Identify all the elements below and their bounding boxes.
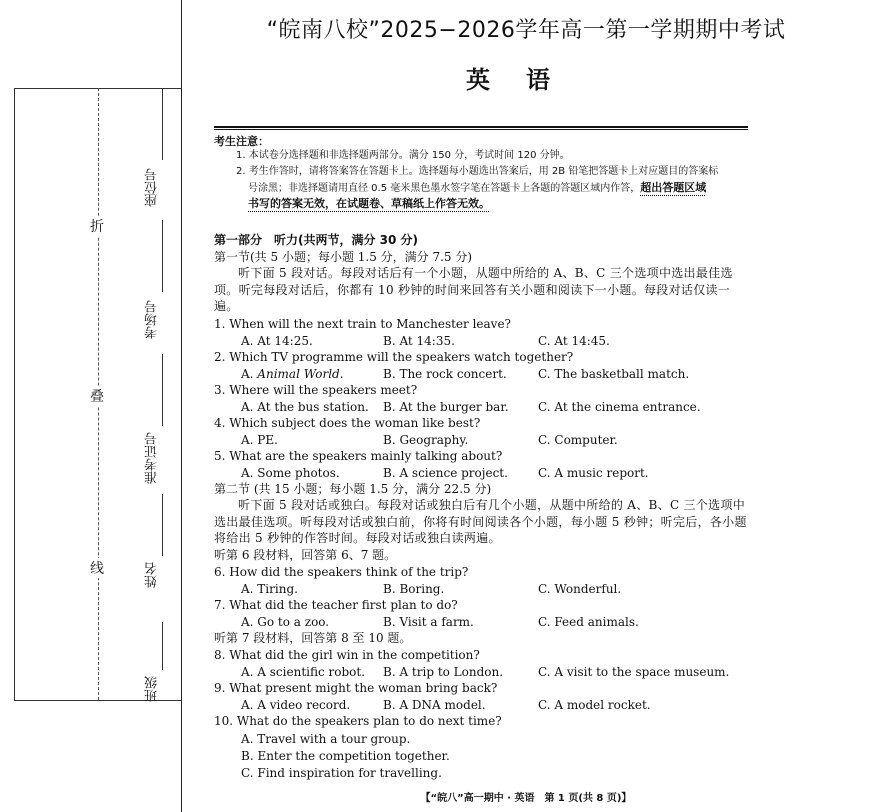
question-4-option-a: A. PE. [241, 433, 278, 447]
question-7: 7. What did the teacher first plan to do? [214, 598, 458, 612]
question-7-option-c: C. Feed animals. [538, 615, 639, 629]
question-5-option-b: B. A science project. [383, 466, 508, 480]
material-6-heading: 听第 6 段材料，回答第 6、7 题。 [214, 548, 397, 562]
fold-mark-3: 线 [90, 558, 104, 578]
field-exam-room-line [162, 220, 163, 292]
question-2-option-b: B. The rock concert. [383, 367, 507, 381]
exam-title: “皖南八校”2025−2026学年高一第一学期期中考试 [266, 18, 786, 43]
question-8-option-a: A. A scientific robot. [241, 665, 366, 679]
question-10: 10. What do the speakers plan to do next time? [214, 714, 502, 728]
fold-mark-1: 折 [90, 216, 104, 236]
question-5-option-a: A. Some photos. [241, 466, 340, 480]
field-name-line [162, 494, 163, 556]
question-1-option-c: C. At 14:45. [538, 334, 610, 348]
question-6-option-b: B. Boring. [383, 582, 445, 596]
field-name: 姓名 [145, 562, 160, 588]
notice-item-2a: 2. 考生作答时，请将答案答在答题卡上。选择题每小题选出答案后，用 2B 铅笔把答题卡上对应题目的答案标 [236, 166, 719, 177]
question-2-option-a-title: Animal World [257, 367, 340, 381]
question-3-option-c: C. At the cinema entrance. [538, 400, 701, 414]
question-1-option-b: B. At 14:35. [383, 334, 455, 348]
margin-left-rule [14, 88, 15, 700]
subject-title: 英语 [466, 66, 586, 94]
question-4-option-b: B. Geography. [383, 433, 469, 447]
binding-margin-line [181, 0, 182, 812]
question-3-option-a: A. At the bus station. [241, 400, 369, 414]
question-1: 1. When will the next train to Manchester leave? [214, 317, 511, 331]
question-8-option-c: C. A visit to the space museum. [538, 665, 730, 679]
question-6-option-a: A. Tiring. [241, 582, 298, 596]
field-seat-number-line [162, 88, 163, 160]
question-8-option-b: B. A trip to London. [383, 665, 504, 679]
section1-instructions: 听下面 5 段对话。每段对话后有一个小题，从题中所给的 A、B、C 三个选项中选出最佳选项。听完每段对话后，你都有 10 秒钟的时间来回答有关小题和阅读下一小题。每段对话仅读一遍。 [214, 266, 733, 313]
field-exam-room: 考场号 [145, 300, 160, 339]
notice-item-2c [248, 196, 748, 213]
question-6: 6. How did the speakers think of the trip? [214, 565, 469, 579]
field-class-line [162, 622, 163, 670]
question-2-option-a [241, 366, 344, 382]
section2-title: 第二节 (共 15 小题；每小题 1.5 分，满分 22.5 分) [214, 482, 492, 496]
question-9-option-b: B. A DNA model. [383, 698, 486, 712]
field-admission-number: 准考证号 [145, 432, 160, 484]
question-4-option-c: C. Computer. [538, 433, 618, 447]
notice-item-2b-text: 号涂黑；非选择题请用直径 0.5 毫米黑色墨水签字笔在答题卡上各题的答题区域内作答， [248, 183, 641, 194]
notice-heading: 考生注意： [214, 135, 269, 148]
material-7-heading: 听第 7 段材料，回答第 8 至 10 题。 [214, 631, 412, 645]
question-10-option-a: A. Travel with a tour group. [241, 732, 411, 746]
question-8: 8. What did the girl win in the competition? [214, 648, 480, 662]
field-admission-number-line [162, 354, 163, 426]
question-5: 5. What are the speakers mainly talking about? [214, 449, 503, 463]
question-9-option-c: C. A model rocket. [538, 698, 651, 712]
question-7-option-a: A. Go to a zoo. [241, 615, 330, 629]
section2-instructions: 听下面 5 段对话或独白。每段对话或独白后有几个小题，从题中所给的 A、B、C 三个选项中选出最佳选项。听每段对话或独白前，你将有时间阅读各个小题，每小题 5 秒钟；听完后，各小题将给出 5 秒钟的作答时间。每段对话或独白读两遍。 [214, 498, 747, 545]
notice-item-1: 1. 本试卷分选择题和非选择题两部分。满分 150 分，考试时间 120 分钟。 [236, 150, 570, 161]
section1-title: 第一节(共 5 小题；每小题 1.5 分，满分 7.5 分) [214, 250, 473, 264]
header-rule-thin [214, 129, 748, 130]
notice-item-2b-bold: 超出答题区域 [640, 181, 707, 194]
question-4: 4. Which subject does the woman like best? [214, 416, 481, 430]
question-6-option-c: C. Wonderful. [538, 582, 622, 596]
question-2-option-a-prefix: A. [241, 367, 258, 381]
fold-mark-2: 叠 [90, 386, 104, 406]
question-9-option-a: A. A video record. [241, 698, 351, 712]
question-10-option-b: B. Enter the competition together. [241, 749, 450, 763]
question-10-option-c: C. Find inspiration for travelling. [241, 766, 442, 780]
field-class: 班级 [145, 676, 160, 702]
question-1-option-a: A. At 14:25. [241, 334, 313, 348]
question-9: 9. What present might the woman bring back? [214, 681, 498, 695]
notice-item-2c-bold: 书写的答案无效，在试题卷、草稿纸上作答无效。 [248, 197, 490, 210]
question-2: 2. Which TV programme will the speakers watch together? [214, 350, 574, 364]
field-seat-number: 座位号 [145, 168, 160, 207]
question-5-option-c: C. A music report. [538, 466, 649, 480]
question-3: 3. Where will the speakers meet? [214, 383, 418, 397]
question-2-option-a-suffix: . [339, 367, 344, 381]
header-rule-thick [214, 126, 748, 128]
question-3-option-b: B. At the burger bar. [383, 400, 509, 414]
notice-item-2b [248, 180, 748, 197]
page-footer: 【“皖八”高一期中 · 英语 第 1 页(共 8 页)】 [420, 793, 632, 804]
question-2-option-c: C. The basketball match. [538, 367, 690, 381]
part1-title: 第一部分 听力(共两节，满分 30 分) [214, 233, 419, 247]
question-7-option-b: B. Visit a farm. [383, 615, 474, 629]
